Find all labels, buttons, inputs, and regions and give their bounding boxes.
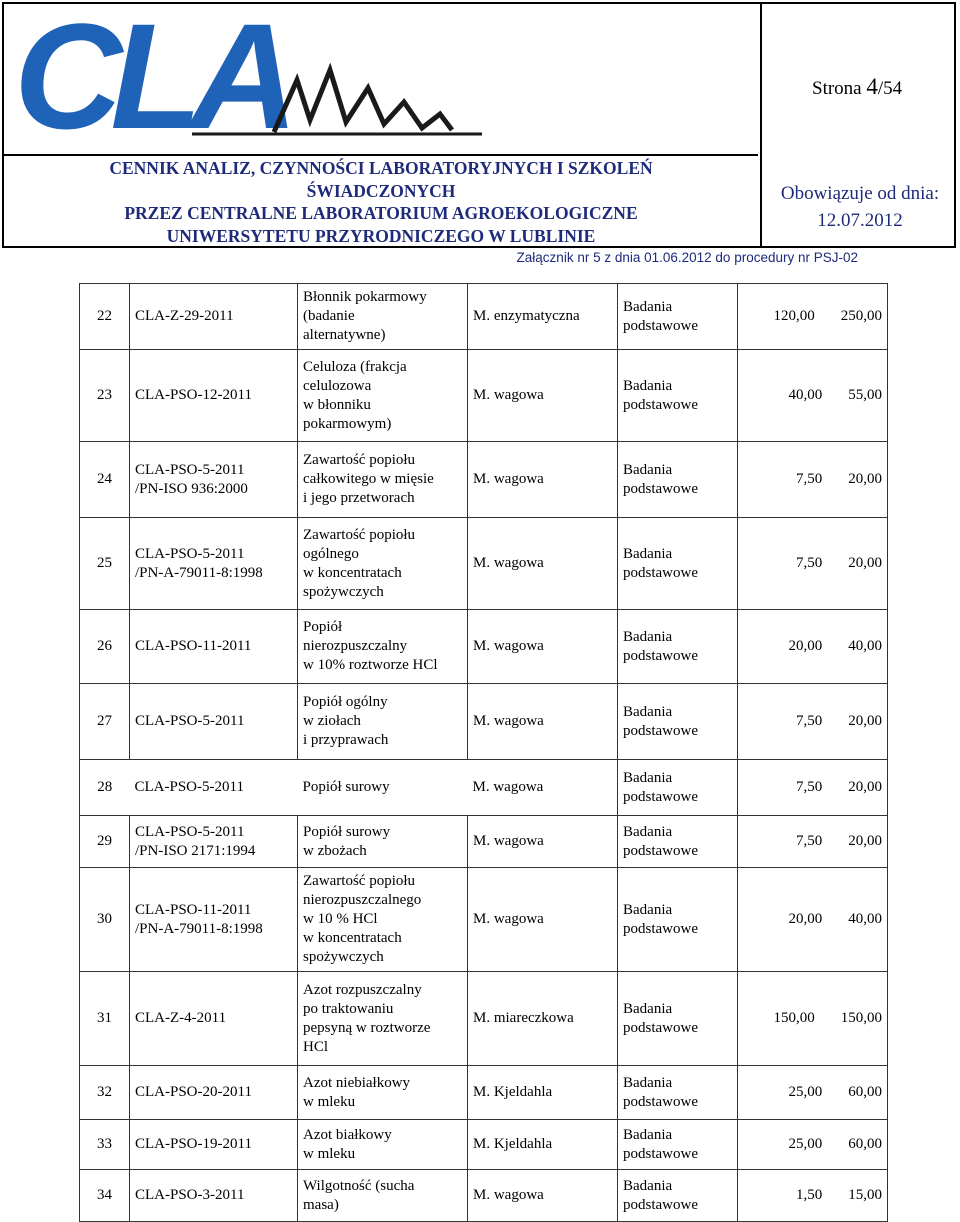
prices: [738, 610, 888, 684]
study-category: Badania podstawowe: [618, 868, 738, 972]
row-number: 31: [80, 972, 130, 1066]
method-type: M. Kjeldahla: [468, 1066, 618, 1120]
prices: [738, 1170, 888, 1222]
study-category: Badania podstawowe: [618, 1170, 738, 1222]
table-row: [80, 684, 888, 760]
row-number: 23: [80, 350, 130, 442]
price-1: 7,50: [796, 713, 823, 729]
analysis-name: Azot rozpuszczalny po traktowaniu pepsyną w roztworze HCl: [298, 972, 468, 1066]
price-1: 25,00: [788, 1136, 823, 1152]
analysis-name: Zawartość popiołu nierozpuszczalnego w 10 % HCl w koncentratach spożywczych: [298, 868, 468, 972]
price-2: 60,00: [848, 1136, 882, 1152]
study-category: Badania podstawowe: [618, 1066, 738, 1120]
method-type: M. miareczkowa: [468, 972, 618, 1066]
method-code: CLA-PSO-5-2011 /PN-ISO 2171:1994: [130, 816, 298, 868]
attachment-note: Załącznik nr 5 z dnia 01.06.2012 do procedury nr PSJ-02: [516, 250, 858, 265]
analysis-name: Popiół surowy w zbożach: [298, 816, 468, 868]
analysis-name: Popiół ogólny w ziołach i przyprawach: [298, 684, 468, 760]
study-category: Badania podstawowe: [618, 350, 738, 442]
table-row: [80, 518, 888, 610]
price-2: 150,00: [840, 1010, 882, 1026]
method-code: CLA-Z-29-2011: [130, 284, 298, 350]
table-row: [80, 1066, 888, 1120]
method-code: CLA-PSO-20-2011: [130, 1066, 298, 1120]
method-type: M. wagowa: [468, 760, 618, 816]
row-number: 33: [80, 1120, 130, 1170]
prices: [738, 518, 888, 610]
prices: [738, 972, 888, 1066]
prices: [738, 684, 888, 760]
row-number: 27: [80, 684, 130, 760]
valid-from: [762, 180, 958, 234]
table-row: [80, 442, 888, 518]
method-type: M. Kjeldahla: [468, 1120, 618, 1170]
method-code: CLA-PSO-11-2011: [130, 610, 298, 684]
study-category: Badania podstawowe: [618, 760, 738, 816]
analysis-name: Azot niebiałkowy w mleku: [298, 1066, 468, 1120]
method-type: M. enzymatyczna: [468, 284, 618, 350]
price-1: 7,50: [796, 471, 823, 487]
method-code: CLA-PSO-5-2011 /PN-ISO 936:2000: [130, 442, 298, 518]
analysis-name: Celuloza (frakcja celulozowa w błonniku pokarmowym): [298, 350, 468, 442]
document-title: CENNIK ANALIZ, CZYNNOŚCI LABORATORYJNYCH I SZKOLEŃ ŚWIADCZONYCH PRZEZ CENTRALNE LABORATORIUM AGROEKOLOGICZNE UNIWERSYTETU PRZYRODNICZEGO W LUBLINIE: [109, 158, 653, 246]
price-2: 20,00: [848, 833, 882, 849]
method-type: M. wagowa: [468, 684, 618, 760]
study-category: Badania podstawowe: [618, 684, 738, 760]
table-row: [80, 350, 888, 442]
method-code: CLA-PSO-19-2011: [130, 1120, 298, 1170]
method-type: M. wagowa: [468, 442, 618, 518]
method-code: CLA-Z-4-2011: [130, 972, 298, 1066]
row-number: 22: [80, 284, 130, 350]
table-row: [80, 868, 888, 972]
study-category: Badania podstawowe: [618, 442, 738, 518]
analysis-name: Popiół surowy: [298, 760, 468, 816]
price-table: [79, 283, 888, 1222]
price-1: 120,00: [773, 308, 815, 324]
row-number: 30: [80, 868, 130, 972]
analysis-name: Popiół nierozpuszczalny w 10% roztworze HCl: [298, 610, 468, 684]
method-type: M. wagowa: [468, 350, 618, 442]
logo-text: CLA: [14, 10, 287, 150]
study-category: Badania podstawowe: [618, 284, 738, 350]
prices: [738, 1066, 888, 1120]
analysis-name: Azot białkowy w mleku: [298, 1120, 468, 1170]
prices: [738, 442, 888, 518]
analysis-name: Wilgotność (sucha masa): [298, 1170, 468, 1222]
price-2: 250,00: [840, 308, 882, 324]
method-code: CLA-PSO-5-2011: [130, 684, 298, 760]
study-category: Badania podstawowe: [618, 610, 738, 684]
prices: [738, 284, 888, 350]
method-code: CLA-PSO-12-2011: [130, 350, 298, 442]
row-number: 24: [80, 442, 130, 518]
price-1: 7,50: [796, 779, 823, 795]
price-2: 20,00: [848, 555, 882, 571]
table-row: [80, 1120, 888, 1170]
price-1: 150,00: [773, 1010, 815, 1026]
valid-from-date: 12.07.2012: [817, 210, 903, 231]
price-2: 20,00: [848, 779, 882, 795]
method-type: M. wagowa: [468, 1170, 618, 1222]
price-1: 20,00: [788, 638, 823, 654]
row-number: 25: [80, 518, 130, 610]
method-code: CLA-PSO-5-2011: [130, 760, 298, 816]
price-1: 7,50: [796, 833, 823, 849]
table-row: [80, 972, 888, 1066]
prices: [738, 816, 888, 868]
method-code: CLA-PSO-5-2011 /PN-A-79011-8:1998: [130, 518, 298, 610]
row-number: 26: [80, 610, 130, 684]
method-type: M. wagowa: [468, 518, 618, 610]
price-2: 15,00: [848, 1187, 882, 1203]
cla-logo: [12, 10, 482, 150]
header-divider-horizontal: [4, 154, 758, 156]
prices: [738, 760, 888, 816]
method-code: CLA-PSO-11-2011 /PN-A-79011-8:1998: [130, 868, 298, 972]
price-2: 40,00: [848, 638, 882, 654]
row-number: 29: [80, 816, 130, 868]
table-row: [80, 816, 888, 868]
method-type: M. wagowa: [468, 610, 618, 684]
table-row: [80, 610, 888, 684]
analysis-name: Błonnik pokarmowy (badanie alternatywne): [298, 284, 468, 350]
method-type: M. wagowa: [468, 816, 618, 868]
method-type: M. wagowa: [468, 868, 618, 972]
price-2: 55,00: [848, 387, 882, 403]
price-1: 40,00: [788, 387, 823, 403]
prices: [738, 868, 888, 972]
prices: [738, 350, 888, 442]
price-1: 25,00: [788, 1084, 823, 1100]
price-2: 40,00: [848, 911, 882, 927]
price-1: 7,50: [796, 555, 823, 571]
row-number: 34: [80, 1170, 130, 1222]
study-category: Badania podstawowe: [618, 972, 738, 1066]
price-2: 60,00: [848, 1084, 882, 1100]
analysis-name: Zawartość popiołu całkowitego w mięsie i jego przetworach: [298, 442, 468, 518]
study-category: Badania podstawowe: [618, 816, 738, 868]
table-row: [80, 284, 888, 350]
study-category: Badania podstawowe: [618, 1120, 738, 1170]
price-1: 1,50: [796, 1187, 823, 1203]
price-2: 20,00: [848, 713, 882, 729]
row-number: 32: [80, 1066, 130, 1120]
document-header: [2, 2, 956, 248]
row-number: 28: [80, 760, 130, 816]
price-2: 20,00: [848, 471, 882, 487]
page-number: Strona 4/54: [812, 74, 903, 99]
study-category: Badania podstawowe: [618, 518, 738, 610]
logo-wave-mark: [274, 70, 452, 132]
table-row: [80, 760, 888, 816]
valid-from-label: Obowiązuje od dnia:: [780, 183, 940, 204]
analysis-name: Zawartość popiołu ogólnego w koncentratach spożywczych: [298, 518, 468, 610]
prices: [738, 1120, 888, 1170]
method-code: CLA-PSO-3-2011: [130, 1170, 298, 1222]
table-row: [80, 1170, 888, 1222]
price-1: 20,00: [788, 911, 823, 927]
